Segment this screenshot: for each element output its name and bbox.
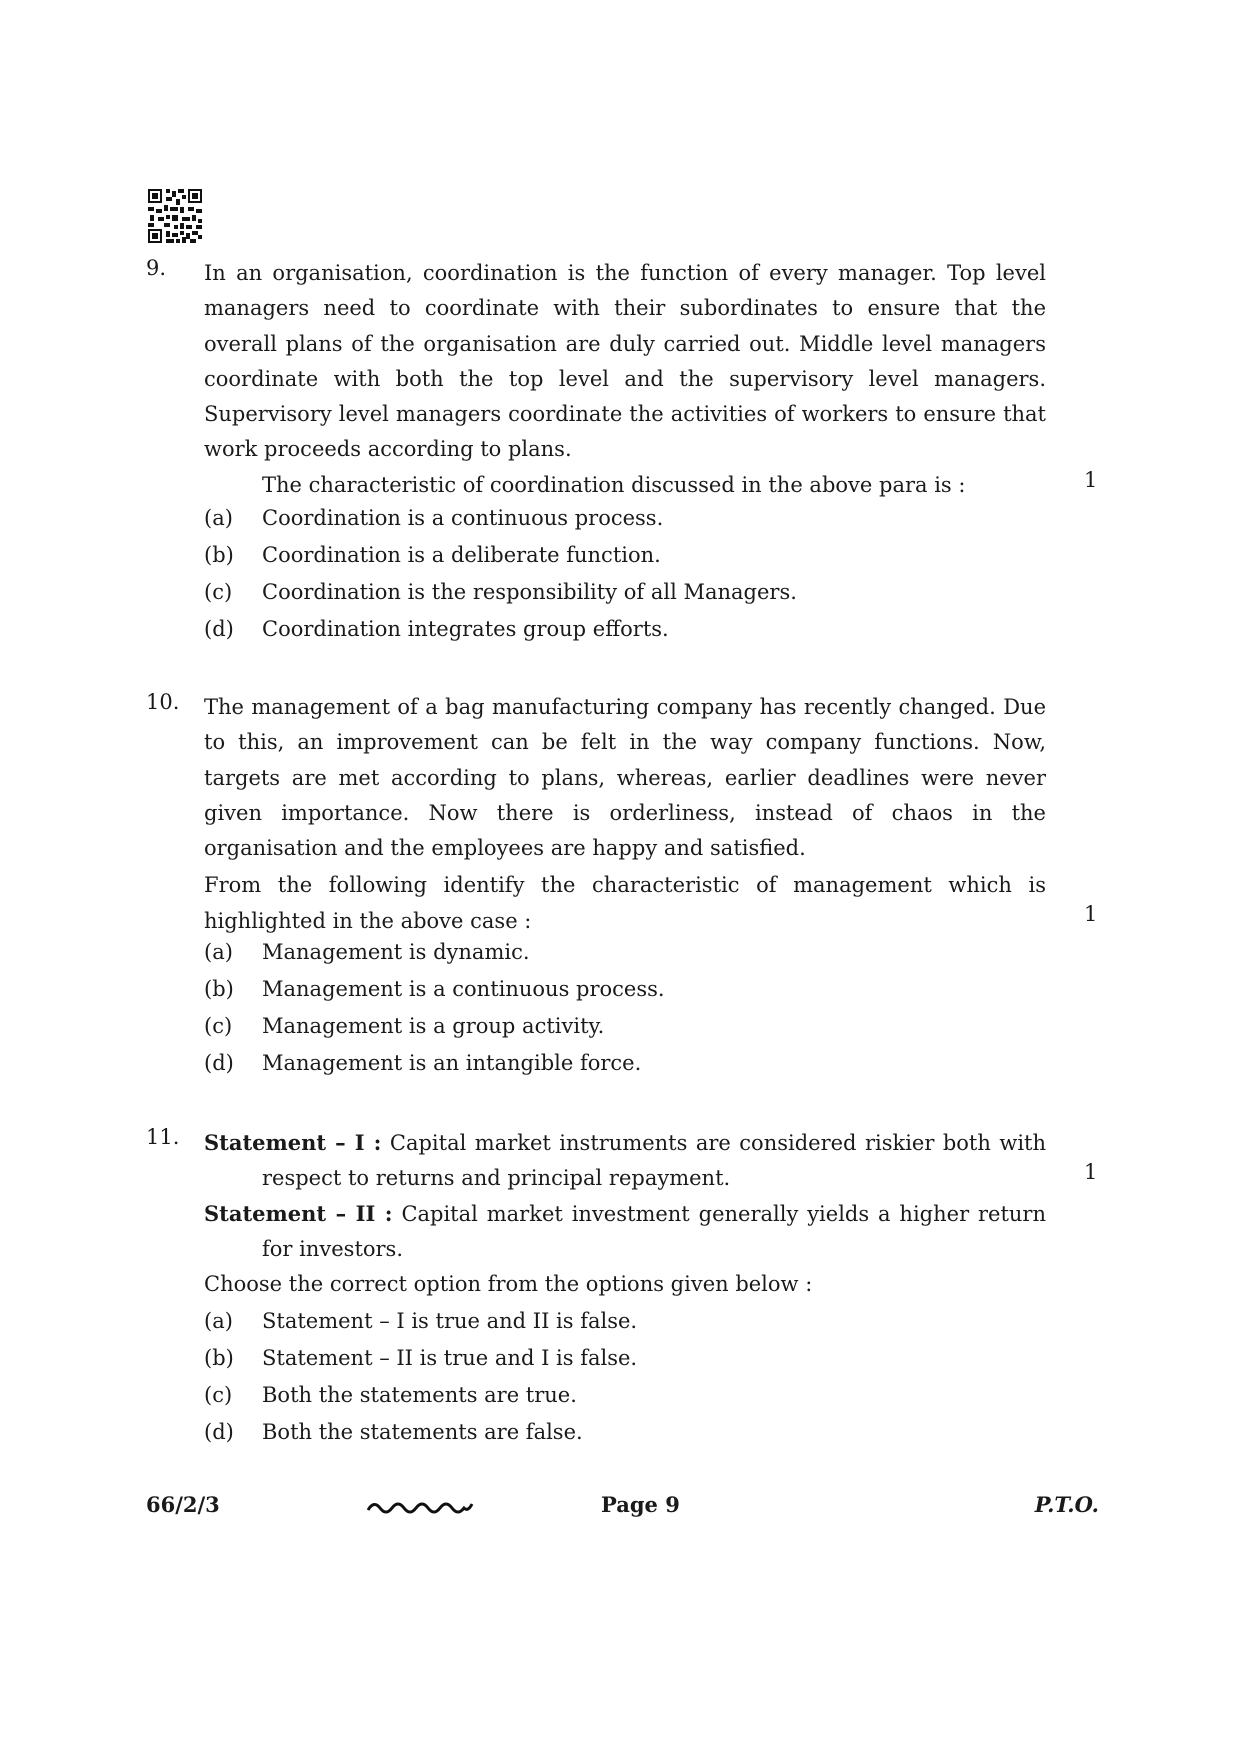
option-c[interactable]: (c) Management is a group activity. <box>204 1014 605 1038</box>
option-d[interactable]: (d) Coordination integrates group efforts. <box>204 617 669 641</box>
option-a[interactable]: (a) Statement – I is true and II is false. <box>204 1309 638 1333</box>
question-number: 9. <box>146 256 167 280</box>
option-b[interactable]: (b) Coordination is a deliberate function. <box>204 543 661 567</box>
statement-1: Statement – I : Capital market instruments are considered riskier both with respect to returns and principal repayment. <box>204 1130 1047 1190</box>
question-stem: From the following identify the characteristic of management which is highlighted in the above case : <box>204 873 1046 933</box>
question-number: 10. <box>146 690 180 714</box>
paper-code: 66/2/3 <box>146 1492 220 1517</box>
option-a[interactable]: (a) Management is dynamic. <box>204 940 530 964</box>
marks: 1 <box>1084 902 1098 926</box>
option-d[interactable]: (d) Management is an intangible force. <box>204 1051 642 1075</box>
option-c[interactable]: (c) Both the statements are true. <box>204 1383 577 1407</box>
option-b[interactable]: (b) Management is a continuous process. <box>204 977 665 1001</box>
option-b[interactable]: (b) Statement – II is true and I is false. <box>204 1346 638 1370</box>
question-stem: Choose the correct option from the options given below : <box>204 1272 813 1296</box>
page-number: Page 9 <box>601 1492 680 1517</box>
option-c[interactable]: (c) Coordination is the responsibility of all Managers. <box>204 580 797 604</box>
marks: 1 <box>1084 468 1098 492</box>
pto-label: P.T.O. <box>1034 1492 1099 1517</box>
wave-ornament-icon <box>366 1498 474 1516</box>
option-d[interactable]: (d) Both the statements are false. <box>204 1420 583 1444</box>
statement-2: Statement – II : Capital market investment generally yields a higher return for investors. <box>204 1201 1046 1261</box>
qr-code <box>148 189 202 243</box>
question-stem: The characteristic of coordination discussed in the above para is : <box>262 472 966 497</box>
question-paragraph: The management of a bag manufacturing company has recently changed. Due to this, an improvement can be felt in the way company functions. Now, targets are met according to plans, whereas, earlier deadlines were never given importance. Now there is orderliness, instead of chaos in the organisation and the employees are happy and satisfied. <box>204 695 1046 861</box>
question-number: 11. <box>146 1125 180 1149</box>
page-footer <box>146 1492 1099 1522</box>
question-paragraph: In an organisation, coordination is the function of every manager. Top level managers need to coordinate with their subordinates to ensure that the overall plans of the organisation are duly carried out. Middle level managers coordinate with both the top level and the supervisory level managers. Supervisory level managers coordinate the activities of workers to ensure that work proceeds according to plans. <box>204 261 1046 462</box>
option-a[interactable]: (a) Coordination is a continuous process. <box>204 506 664 530</box>
marks: 1 <box>1084 1160 1098 1184</box>
